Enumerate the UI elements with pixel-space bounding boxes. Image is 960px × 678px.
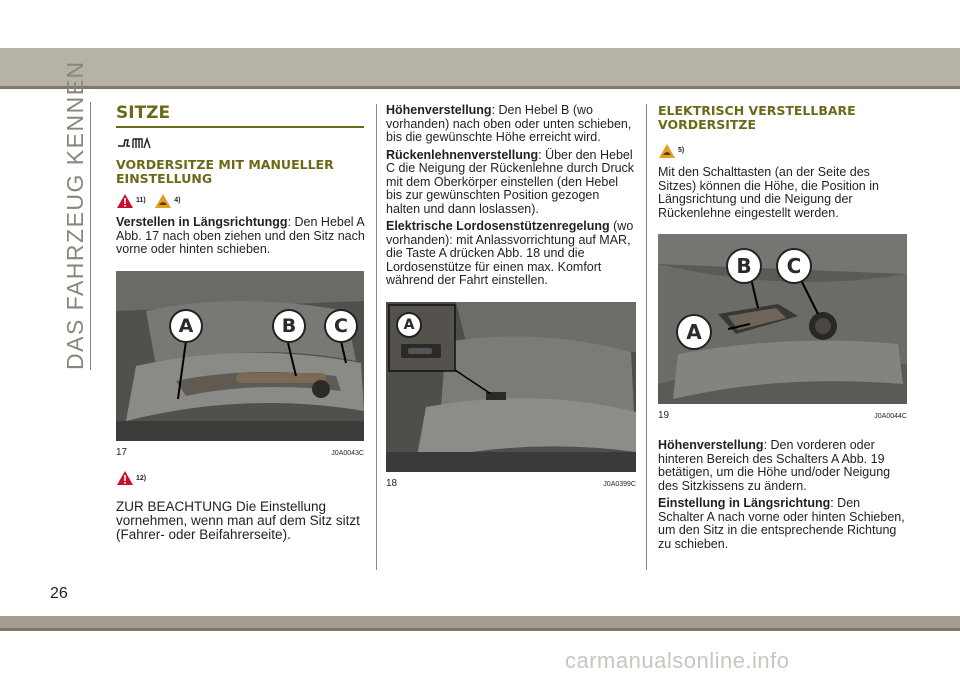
figure-18-number: 18 xyxy=(386,477,398,489)
text-laengs-elektrisch: : Den Schalter A nach vorne oder hinten Schieben, um den Sitz in die entsprechende Richtung zu schieben. xyxy=(658,496,905,551)
paragraph-laengs-elektrisch xyxy=(658,497,908,551)
label-hoehe-elektrisch: Höhenverstellung xyxy=(658,438,764,452)
figure-18-caption xyxy=(386,478,636,489)
warning-ref-2: 4) xyxy=(174,197,181,205)
callout-b: B xyxy=(726,248,762,284)
warning-triangle-icon xyxy=(116,470,134,486)
column-3 xyxy=(658,104,908,551)
warning-ref-row xyxy=(658,142,908,160)
warning-refs xyxy=(116,192,366,210)
intro-paragraph: Mit den Schalttasten (an der Seite des Sitzes) können die Höhe, die Position in Längsrichtung und die Neigung der Rückenlehne eingestellt werden. xyxy=(658,165,879,220)
paragraph-laengs xyxy=(116,216,366,257)
title-rule xyxy=(116,126,364,128)
footer-watermark: carmanualsonline.info xyxy=(565,648,790,673)
figure-17-code: J0A0043C xyxy=(331,449,364,457)
column-separator-1 xyxy=(376,104,377,570)
paragraph-hoehe-elektrisch xyxy=(658,439,908,493)
column-separator-2 xyxy=(646,104,647,570)
figure-19-image xyxy=(658,234,907,404)
callout-c: C xyxy=(324,309,358,343)
figure-17-image xyxy=(116,271,364,441)
warning-ref: 5) xyxy=(678,147,685,155)
label-laengs-elektrisch: Einstellung in Längsrichtung xyxy=(658,496,831,510)
label-ruecken: Rückenlehnenverstellung xyxy=(386,147,539,162)
callout-a: A xyxy=(169,309,203,343)
section-heading-elektrisch: ELEKTRISCH VERSTELLBARE VORDERSITZE xyxy=(658,103,856,132)
label-hoehe: Höhenverstellung xyxy=(386,103,492,117)
figure-18-code: J0A0399C xyxy=(603,480,636,488)
paragraph-lordose xyxy=(386,220,636,288)
callout-b: B xyxy=(272,309,306,343)
top-band xyxy=(0,48,960,86)
caution-triangle-icon xyxy=(658,143,676,159)
top-band-line xyxy=(0,86,960,89)
caution-triangle-icon xyxy=(154,193,172,209)
section-title: SITZE xyxy=(116,103,171,123)
label-laengs: Verstellen in Längsrichtungg xyxy=(116,215,288,229)
figure-19-caption xyxy=(658,410,907,421)
side-divider xyxy=(90,102,91,370)
text-laengs: : Den Hebel A Abb. 17 nach oben ziehen und den Sitz nach vorne oder hinten schieben. xyxy=(116,215,365,256)
column-2 xyxy=(386,104,636,489)
note-paragraph: ZUR BEACHTUNG Die Einstellung vornehmen, wenn man auf dem Sitz sitzt (Fahrer- oder Beifahrerseite). xyxy=(116,498,360,542)
label-lordose: Elektrische Lordosenstützenregelung xyxy=(386,219,610,233)
seat-icon xyxy=(116,136,366,152)
text-lordose: (wo vorhanden): mit Anlassvorrichtung auf MAR, die Taste A drücken Abb. 18 und die Lordosenstütze für einen max. Komfort während der Fahrt einstellen. xyxy=(386,219,634,287)
side-section-title: DAS FAHRZEUG KENNEN xyxy=(62,60,88,370)
figure-18-image xyxy=(386,302,636,472)
subsection-heading: VORDERSITZE MIT MANUELLER EINSTELLUNG xyxy=(116,157,334,186)
paragraph-hoehe xyxy=(386,104,636,145)
figure-17-caption xyxy=(116,447,364,458)
warning-ref-3: 12) xyxy=(136,474,147,482)
callout-a: A xyxy=(396,312,422,338)
figure-17-number: 17 xyxy=(116,446,128,458)
callout-a: A xyxy=(676,314,712,350)
text-ruecken: : Über den Hebel C die Neigung der Rückenlehne durch Druck mit dem Oberkörper einstellen (den Hebel bis zur gewünschten Position gezogen halten und dann loslassen). xyxy=(386,147,635,216)
column-1 xyxy=(116,104,366,542)
warning-triangle-icon xyxy=(116,193,134,209)
text-hoehe-elektrisch: : Den vorderen oder hinteren Bereich des Schalters A Abb. 19 betätigen, um die Höhe und/oder Neigung des Sitzkissens zu ändern. xyxy=(658,438,891,493)
bottom-band-line xyxy=(0,628,960,631)
figure-19-number: 19 xyxy=(658,410,670,421)
bottom-band xyxy=(0,616,960,628)
warning-ref-1: 11) xyxy=(136,197,146,205)
figure-19-code: J0A0044C xyxy=(874,413,907,420)
warning-ref-row-2 xyxy=(116,470,366,488)
page-number: 26 xyxy=(50,585,68,602)
paragraph-ruecken xyxy=(386,149,636,217)
callout-c: C xyxy=(776,248,812,284)
text-hoehe: : Den Hebel B (wo vorhanden) nach oben oder unten schieben, bis die gewünschte Höhe erreicht wird. xyxy=(386,103,632,144)
